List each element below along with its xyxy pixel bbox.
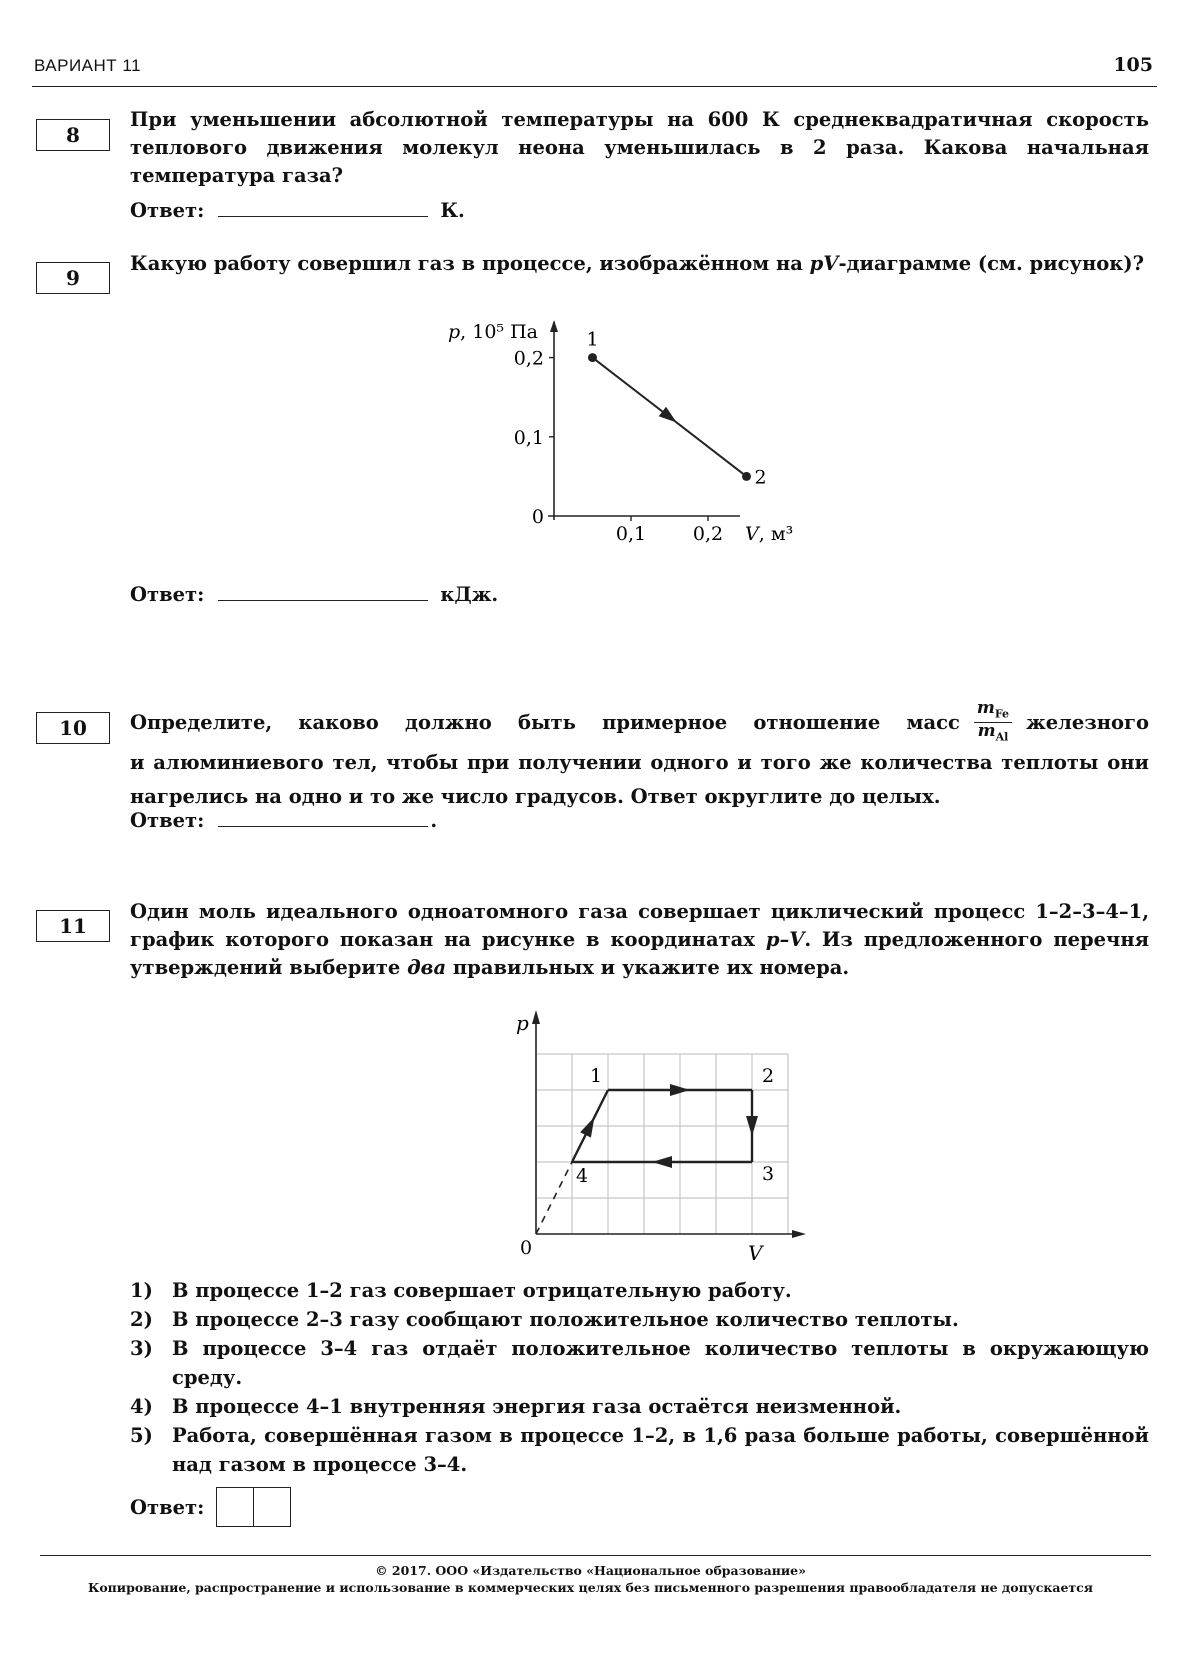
q11-text-emph: два — [407, 956, 447, 979]
q10-unit: . — [430, 809, 438, 832]
q10-text-before: Определите, каково должно быть примерное отношение масс — [130, 710, 960, 734]
q8-unit: К. — [440, 199, 465, 222]
q9-answer — [130, 580, 498, 606]
q9-unit: кДж. — [440, 583, 499, 606]
q10-answer — [130, 806, 437, 832]
footer-notice: Копирование, распространение и использование в коммерческих целях без письменного разрешения правообладателя не допускается — [87, 1580, 1094, 1595]
q9-x-tick-label: 0,2 — [692, 523, 724, 545]
q11-answer-label: Ответ: — [130, 1495, 205, 1519]
q11-v-axis-label: V — [748, 1241, 763, 1265]
q8-answer-label: Ответ: — [130, 199, 205, 222]
q9-text-italic: pV — [809, 252, 839, 275]
q11-option-5-num: 5) — [130, 1424, 153, 1447]
q9-text — [130, 250, 1149, 278]
q11-option-3 — [130, 1334, 1149, 1392]
q9-pv-chart — [440, 320, 860, 580]
q8-text: При уменьшении абсолютной температуры на 600 К среднеквадратичная скорость теплового движения молекул неона уменьшилась в 2 раза. Какова начальная температура газа? — [130, 108, 1149, 187]
q10-number: 10 — [59, 716, 87, 740]
q11-p-axis-label: p — [516, 1011, 529, 1035]
page-number: 105 — [1113, 54, 1153, 76]
q11-text-italic: p–V — [765, 928, 805, 951]
q11-option-1-num: 1) — [130, 1279, 153, 1302]
q8-answer-field[interactable] — [218, 196, 428, 217]
q11-answer-cell-2[interactable] — [254, 1487, 291, 1527]
q11-point-label-3: 3 — [762, 1163, 775, 1185]
q11-origin-label: 0 — [520, 1237, 533, 1259]
q11-option-5 — [130, 1421, 1149, 1479]
q8-answer — [130, 196, 465, 222]
q9-text-after: -диаграмме (см. рисунок)? — [838, 252, 1145, 275]
variant-label: ВАРИАНТ 11 — [34, 56, 142, 75]
q11-point-label-1: 1 — [590, 1065, 603, 1087]
q11-point-label-2: 2 — [762, 1065, 775, 1087]
q9-answer-label: Ответ: — [130, 583, 205, 606]
q11-answer — [130, 1487, 291, 1527]
q9-x-axis-label: V, м³ — [745, 523, 794, 545]
q9-text-before: Какую работу совершил газ в процессе, изображённом на — [130, 252, 810, 275]
q9-y-tick-label: 0 — [531, 506, 544, 528]
q11-option-3-text: В процессе 3–4 газ отдаёт положительное количество теплоты в окружающую среду. — [172, 1337, 1149, 1389]
q9-point-2 — [742, 472, 751, 481]
q9-x-tick-label: 0,1 — [615, 523, 647, 545]
q11-p-axis-arrow — [532, 1010, 540, 1024]
q10-frac-num: m — [976, 698, 995, 718]
q9-y-axis-label: p, 10⁵ Па — [448, 321, 538, 343]
q11-option-1 — [130, 1276, 1149, 1305]
q11-option-5-text: Работа, совершённая газом в процессе 1–2, в 1,6 раза больше работы, совершённой над газом в процессе 3–4. — [172, 1424, 1149, 1476]
q11-options-list — [130, 1276, 1149, 1479]
q10-answer-field[interactable] — [218, 806, 428, 827]
q8-number-box — [36, 119, 110, 151]
q9-number-box — [36, 262, 110, 294]
q10-answer-label: Ответ: — [130, 809, 205, 832]
q11-text — [130, 898, 1149, 982]
q11-text-part3: правильных и укажите их номера. — [446, 956, 850, 979]
q11-answer-cells — [216, 1487, 291, 1527]
q11-option-2-num: 2) — [130, 1308, 153, 1331]
q11-point-label-4: 4 — [576, 1165, 589, 1187]
q11-text-part2: . Из предложенного перечня утверждений выберите — [130, 928, 1149, 979]
q9-number: 9 — [66, 266, 80, 290]
q11-arrow-3-4 — [652, 1156, 672, 1168]
q11-option-4-text: В процессе 4–1 внутренняя энергия газа остаётся неизменной. — [172, 1395, 902, 1418]
q10-first-line — [130, 700, 1149, 746]
q9-y-tick-label: 0,2 — [513, 347, 544, 370]
q11-option-4 — [130, 1392, 1149, 1421]
q11-option-4-num: 4) — [130, 1395, 153, 1418]
q11-number: 11 — [59, 914, 87, 938]
q11-answer-cell-1[interactable] — [216, 1487, 254, 1527]
q11-pv-cycle-chart — [500, 1000, 860, 1270]
header-divider — [32, 86, 1157, 87]
q9-point-label-1: 1 — [586, 328, 599, 351]
q10-frac-den-sub: Al — [995, 730, 1009, 744]
q10-frac-den: m — [977, 721, 996, 742]
footer-copyright: © 2017. ООО «Издательство «Национальное образование» — [375, 1563, 806, 1578]
q8-number: 8 — [66, 123, 80, 147]
q9-point-1 — [588, 353, 597, 362]
footer-divider — [40, 1555, 1151, 1556]
q11-option-2-text: В процессе 2–3 газу сообщают положительное количество теплоты. — [172, 1308, 959, 1331]
q9-point-label-2: 2 — [754, 466, 767, 489]
q11-option-3-num: 3) — [130, 1337, 153, 1360]
q10-text-rest: и алюминиевого тел, чтобы при получении одного и того же количества теплоты они нагрелись на одно и то же число градусов. Ответ округлите до целых. — [130, 750, 1149, 808]
q11-v-axis-arrow — [792, 1230, 806, 1238]
q9-y-tick-label: 0,1 — [513, 426, 544, 449]
q9-direction-arrow — [659, 407, 681, 427]
q9-answer-field[interactable] — [218, 580, 428, 601]
q10-frac-num-sub: Fe — [994, 707, 1010, 721]
q11-option-1-text: В процессе 1–2 газ совершает отрицательную работу. — [172, 1279, 792, 1302]
q11-option-2 — [130, 1305, 1149, 1334]
q11-text-part1: Один моль идеального одноатомного газа совершает циклический процесс 1–2–3–4–1, график которого показан на рисунке в координатах — [130, 900, 1149, 951]
q10-number-box — [36, 712, 110, 744]
q11-number-box — [36, 910, 110, 942]
q10-text-after-frac: железного — [1026, 710, 1149, 734]
q10-text — [130, 700, 1149, 814]
q9-y-axis-arrow — [550, 320, 558, 332]
q10-mass-fraction — [974, 700, 1012, 746]
